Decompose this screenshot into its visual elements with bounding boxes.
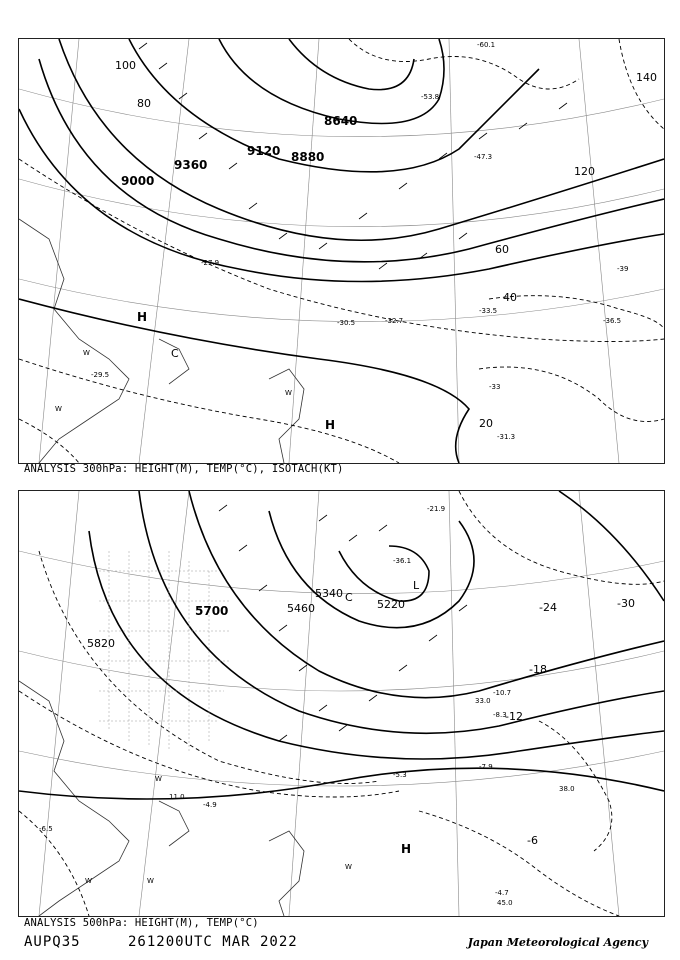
wind-mark: W — [85, 877, 92, 885]
height-label: 8880 — [291, 150, 325, 164]
isotach-label: 100 — [115, 59, 136, 72]
temp-label: -27.9 — [201, 259, 220, 267]
height-contours-500 — [19, 491, 664, 799]
temp-label: -36.1 — [393, 557, 412, 565]
product-code: AUPQ35 — [24, 934, 81, 950]
isotherms-300 — [19, 39, 664, 463]
temp-label: -21.9 — [427, 505, 446, 513]
temp-label: -4.9 — [203, 801, 217, 809]
temp-label: -29.5 — [91, 371, 110, 379]
high-pressure-center: H — [401, 842, 412, 856]
temp-label: 11.0 — [169, 793, 185, 801]
chart-500hpa-canvas — [19, 491, 664, 916]
height-contours-300 — [19, 39, 664, 463]
chart-300hpa-canvas — [19, 39, 664, 463]
isotherm-label: -24 — [539, 601, 557, 614]
height-label: 9120 — [247, 144, 281, 158]
isotach-label: 120 — [574, 165, 595, 178]
temp-label: -33.5 — [479, 307, 498, 315]
temp-label: -10.7 — [493, 689, 512, 697]
temp-label: -33 — [489, 383, 501, 391]
low-center: L — [413, 579, 420, 592]
cold-center: C — [345, 591, 353, 604]
isotherm-label: -18 — [529, 663, 547, 676]
height-label: 5700 — [195, 604, 229, 618]
wind-barbs-500 — [219, 505, 467, 741]
isotach-label: 40 — [503, 291, 517, 304]
temp-label: -7.9 — [479, 763, 493, 771]
temp-label: -5.3 — [393, 771, 407, 779]
temp-label: -39 — [617, 265, 629, 273]
temp-label: 38.0 — [559, 785, 575, 793]
temp-label: -47.3 — [474, 153, 493, 161]
wind-mark: W — [55, 405, 62, 413]
wind-mark: W — [83, 349, 90, 357]
height-label: 5220 — [377, 598, 405, 611]
isotach-label: 140 — [636, 71, 657, 84]
temp-label: 33.0 — [475, 697, 491, 705]
temp-label: -8.3 — [493, 711, 507, 719]
chart-500hpa — [18, 490, 665, 917]
height-label: 9000 — [121, 174, 155, 188]
isotach-label: 80 — [137, 97, 151, 110]
temp-label: -53.8 — [421, 93, 440, 101]
wind-mark: W — [147, 877, 154, 885]
wind-mark: W — [285, 389, 292, 397]
temp-label: -36.5 — [603, 317, 622, 325]
height-label: 5340 — [315, 587, 343, 600]
valid-time: 261200UTC MAR 2022 — [128, 934, 298, 950]
height-label: 9360 — [174, 158, 208, 172]
coastline-300 — [19, 219, 304, 463]
cold-center: C — [171, 347, 179, 360]
temp-label: 45.0 — [497, 899, 513, 907]
caption-300hpa: ANALYSIS 300hPa: HEIGHT(M), TEMP(°C), ISOTACH(KT) — [24, 463, 344, 475]
agency-name: Japan Meteorological Agency — [467, 936, 648, 949]
high-pressure-center: H — [325, 418, 336, 432]
height-label: 8640 — [324, 114, 358, 128]
temp-label: -32.7 — [385, 317, 404, 325]
height-label: 5820 — [87, 637, 115, 650]
temp-label: -31.3 — [497, 433, 516, 441]
chart-300hpa — [18, 38, 665, 464]
isotach-label: 60 — [495, 243, 509, 256]
temp-label: -60.1 — [477, 41, 496, 49]
graticule-300 — [19, 39, 664, 463]
isotherm-label: -6 — [527, 834, 538, 847]
isotach-label: 20 — [479, 417, 493, 430]
high-pressure-center: H — [137, 310, 148, 324]
isotherm-label: -12 — [505, 710, 523, 723]
temp-label: -30.5 — [337, 319, 356, 327]
isotherm-label: -30 — [617, 597, 635, 610]
temp-label: -4.7 — [495, 889, 509, 897]
height-label: 5460 — [287, 602, 315, 615]
wind-barbs-300 — [139, 43, 567, 269]
caption-500hpa: ANALYSIS 500hPa: HEIGHT(M), TEMP(°C) — [24, 917, 259, 929]
wind-mark: W — [345, 863, 352, 871]
temp-label: -6.5 — [39, 825, 53, 833]
wind-mark: W — [155, 775, 162, 783]
